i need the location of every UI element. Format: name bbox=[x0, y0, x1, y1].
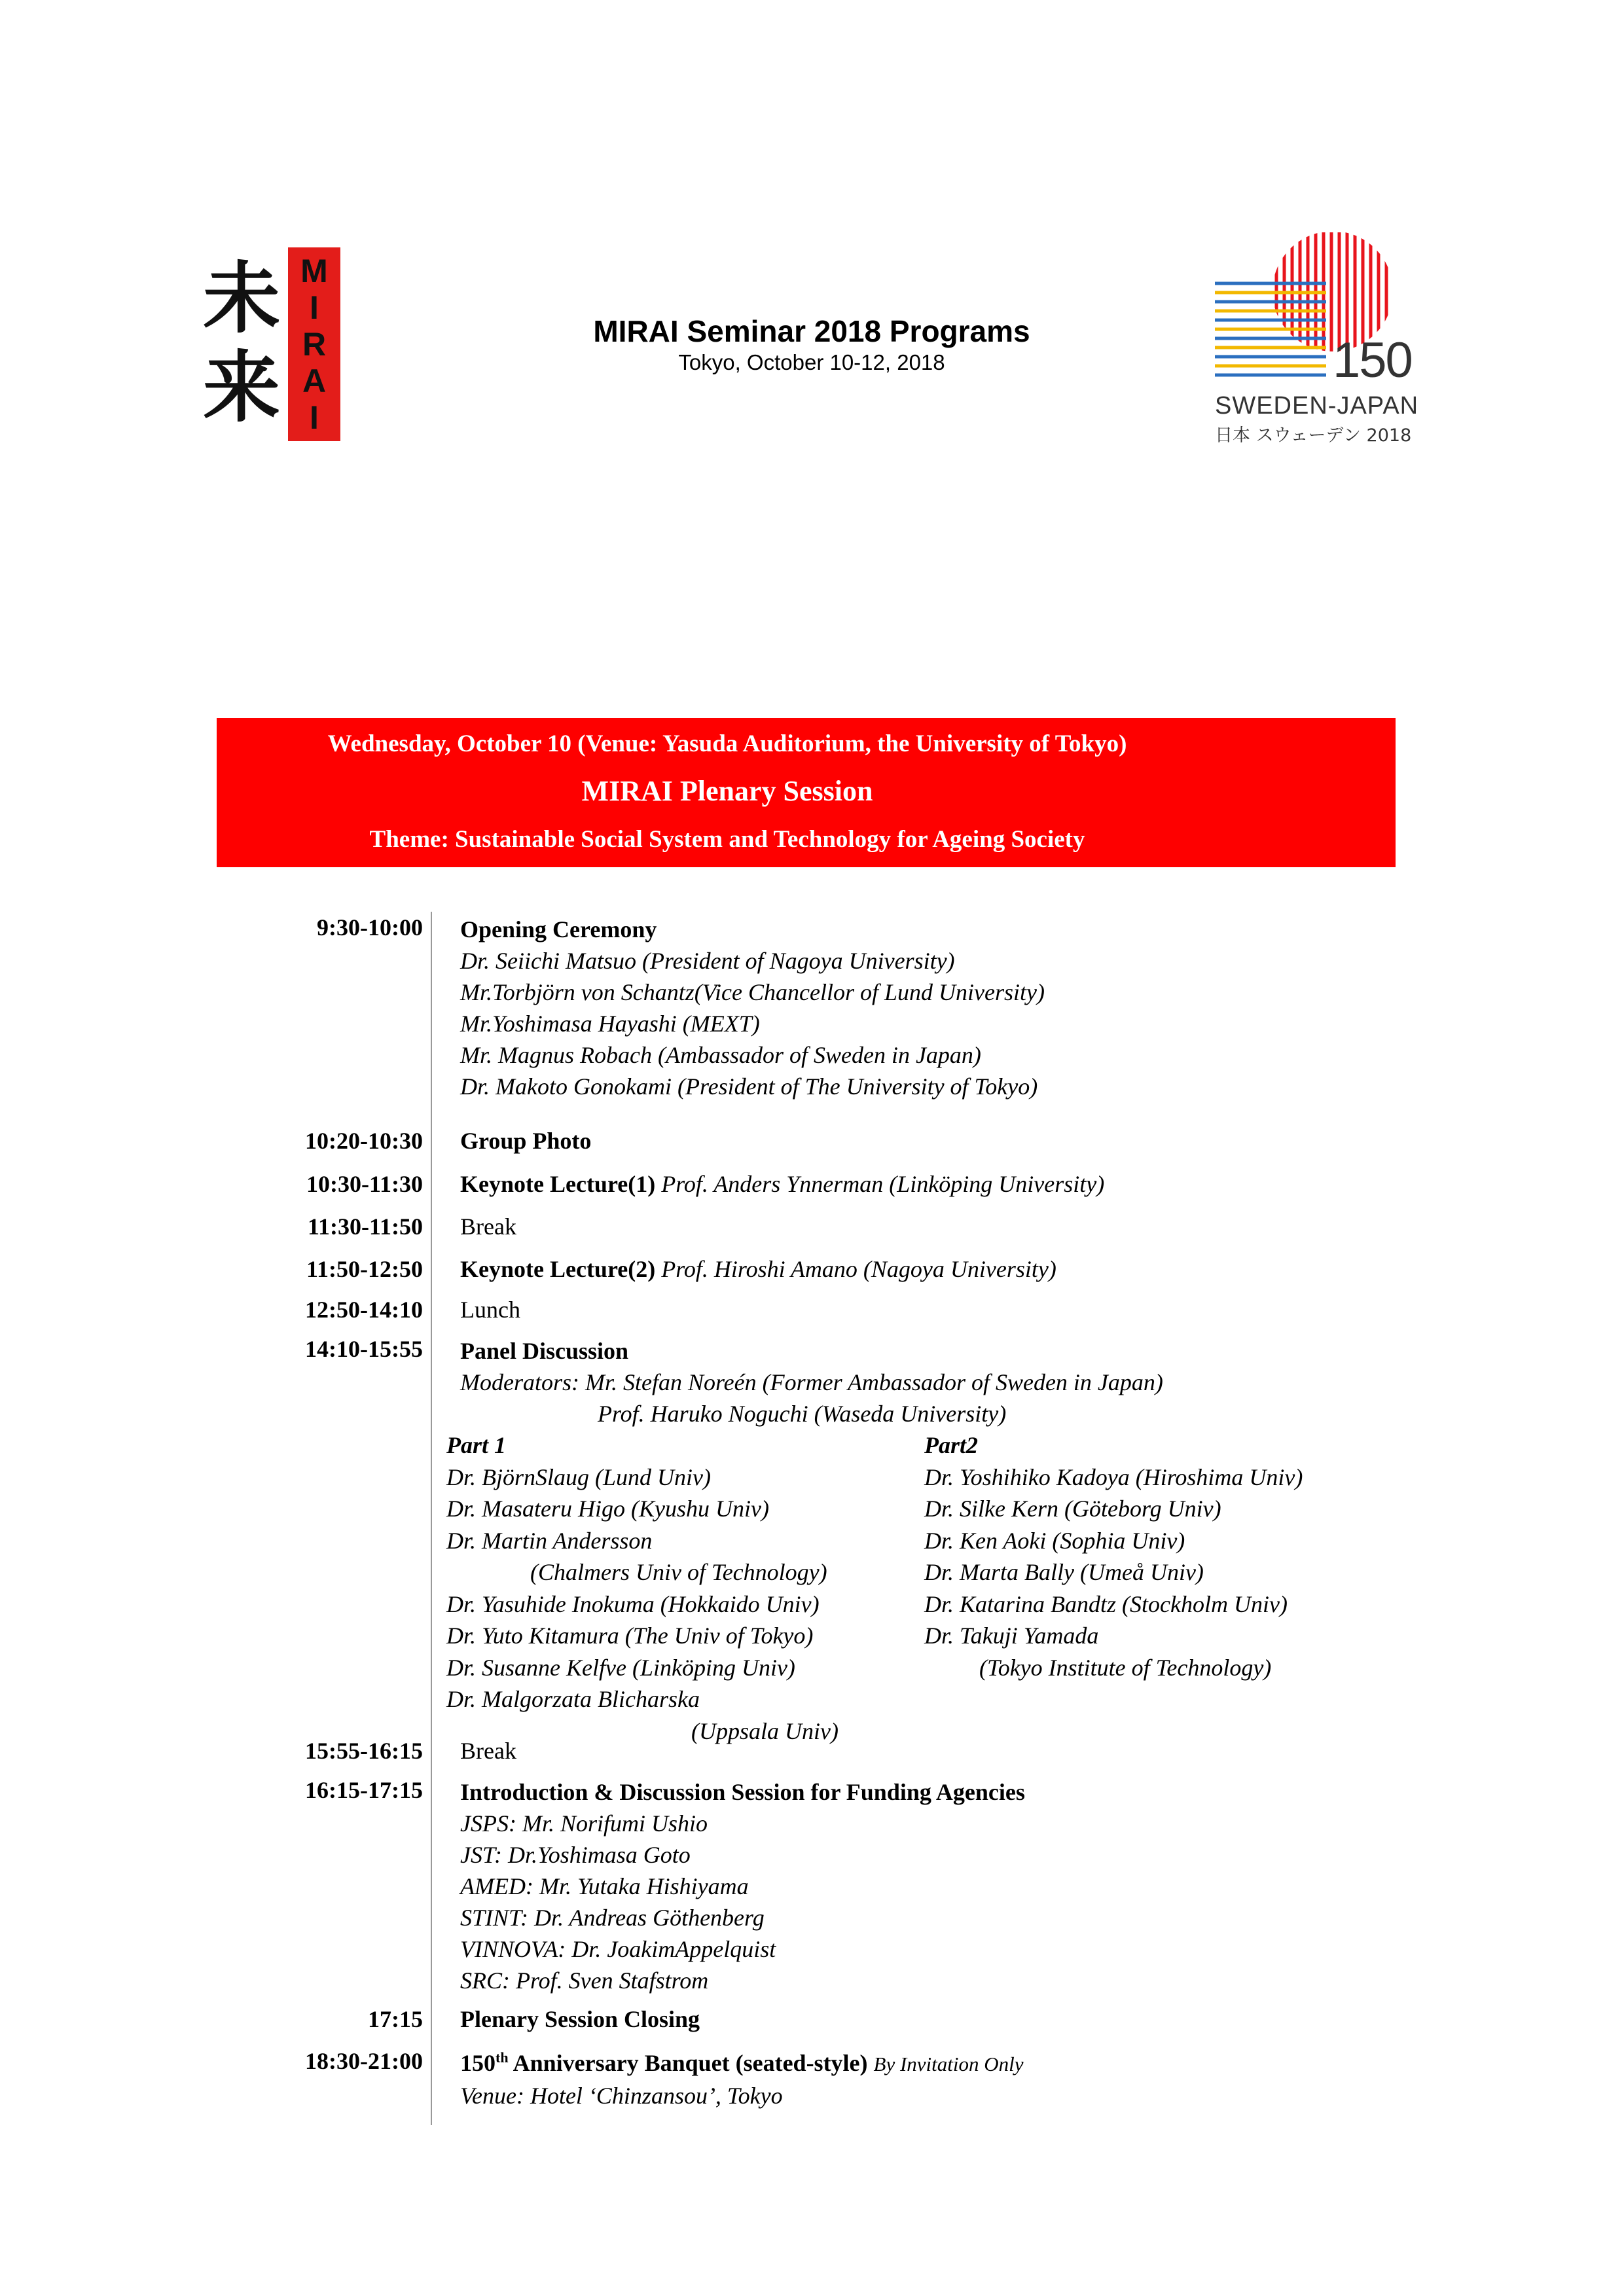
banquet-number: 150 bbox=[460, 2050, 496, 2076]
speaker-line: Dr. Makoto Gonokami (President of The University of Tokyo) bbox=[460, 1073, 1038, 1100]
event-block bbox=[460, 2047, 1024, 2111]
panelist-affiliation: (Uppsala Univ) bbox=[691, 1717, 839, 1744]
agency-line: AMED: Mr. Yutaka Hishiyama bbox=[460, 1873, 749, 1899]
banner-session-title: MIRAI Plenary Session bbox=[581, 775, 873, 807]
time-label: 10:20-10:30 bbox=[305, 1128, 423, 1154]
panelist: Dr. Yoshihiko Kadoya (Hiroshima Univ) bbox=[924, 1463, 1303, 1490]
panelist-affiliation: (Chalmers Univ of Technology) bbox=[530, 1559, 827, 1585]
mirai-letter: I bbox=[310, 289, 319, 326]
event-title: Group Photo bbox=[460, 1128, 592, 1154]
time-label: 17:15 bbox=[368, 2006, 423, 2032]
event-line bbox=[460, 1255, 1056, 1283]
moderators-line: Moderators: Mr. Stefan Noreén (Former Ambassador of Sweden in Japan) bbox=[460, 1369, 1163, 1395]
event-block bbox=[460, 1776, 1025, 1996]
time-label: 9:30-10:00 bbox=[317, 914, 423, 941]
agency-line: VINNOVA: Dr. JoakimAppelquist bbox=[460, 1936, 776, 1962]
mirai-logo bbox=[203, 247, 340, 441]
panel-part1 bbox=[446, 1429, 839, 1747]
panel-part2 bbox=[924, 1429, 1303, 1683]
panelist: Dr. BjörnSlaug (Lund Univ) bbox=[446, 1463, 711, 1490]
event-title: Plenary Session Closing bbox=[460, 2006, 700, 2032]
event-block bbox=[460, 1335, 1163, 1429]
agency-line: STINT: Dr. Andreas Göthenberg bbox=[460, 1905, 765, 1931]
agency-line: SRC: Prof. Sven Stafstrom bbox=[460, 1967, 709, 1994]
sj-logo-name: SWEDEN-JAPAN bbox=[1215, 392, 1419, 420]
event-title: Keynote Lecture(2) bbox=[460, 1256, 656, 1282]
event-title: Break bbox=[460, 1738, 516, 1764]
time-label: 18:30-21:00 bbox=[305, 2048, 423, 2074]
session-banner bbox=[217, 718, 1396, 867]
event-title: Keynote Lecture(1) bbox=[460, 1171, 656, 1197]
panelist-affiliation: (Tokyo Institute of Technology) bbox=[979, 1654, 1272, 1681]
part-heading: Part2 bbox=[924, 1432, 979, 1458]
panelist: Dr. Susanne Kelfve (Linköping Univ) bbox=[446, 1654, 795, 1681]
speaker-line: Mr. Magnus Robach (Ambassador of Sweden in Japan) bbox=[460, 1042, 981, 1068]
banquet-venue: Venue: Hotel ‘Chinzansou’, Tokyo bbox=[460, 2083, 783, 2109]
time-label: 14:10-15:55 bbox=[305, 1336, 423, 1362]
panelist: Dr. Ken Aoki (Sophia Univ) bbox=[924, 1527, 1185, 1554]
panelist: Dr. Yasuhide Inokuma (Hokkaido Univ) bbox=[446, 1590, 820, 1617]
sj-150-number: 150 bbox=[1333, 332, 1412, 388]
time-label: 12:50-14:10 bbox=[305, 1297, 423, 1323]
time-label: 11:30-11:50 bbox=[308, 1213, 423, 1240]
panelist: Dr. Katarina Bandtz (Stockholm Univ) bbox=[924, 1590, 1288, 1617]
banner-theme: Theme: Sustainable Social System and Technology for Ageing Society bbox=[369, 826, 1085, 853]
kanji-mi: 未 bbox=[203, 253, 281, 344]
speaker: Prof. Hiroshi Amano (Nagoya University) bbox=[661, 1256, 1056, 1282]
event-line bbox=[460, 1170, 1104, 1198]
banquet-note: By Invitation Only bbox=[873, 2053, 1024, 2075]
mirai-red-bar bbox=[288, 247, 340, 441]
mirai-letter: A bbox=[302, 363, 327, 399]
sweden-japan-150-logo bbox=[1215, 232, 1424, 446]
title-block bbox=[484, 313, 1139, 376]
agency-line: JSPS: Mr. Norifumi Ushio bbox=[460, 1810, 708, 1837]
panelist: Dr. Silke Kern (Göteborg Univ) bbox=[924, 1496, 1221, 1522]
time-label: 16:15-17:15 bbox=[305, 1777, 423, 1803]
time-label: 11:50-12:50 bbox=[306, 1256, 423, 1282]
event-title: Panel Discussion bbox=[460, 1338, 629, 1364]
event-title: Break bbox=[460, 1213, 516, 1240]
agency-line: JST: Dr.Yoshimasa Goto bbox=[460, 1842, 691, 1868]
schedule-divider bbox=[431, 912, 432, 2125]
page-subtitle: Tokyo, October 10-12, 2018 bbox=[678, 350, 945, 374]
speaker-line: Mr.Torbjörn von Schantz(Vice Chancellor of Lund University) bbox=[460, 979, 1045, 1005]
moderators-line: Prof. Haruko Noguchi (Waseda University) bbox=[598, 1401, 1007, 1427]
banquet-title-line bbox=[460, 2047, 1024, 2080]
mirai-letter: R bbox=[302, 326, 327, 363]
page-title: MIRAI Seminar 2018 Programs bbox=[593, 314, 1030, 348]
time-label: 10:30-11:30 bbox=[306, 1171, 423, 1197]
banquet-title: Anniversary Banquet (seated-style) bbox=[508, 2050, 868, 2076]
panelist: Dr. Yuto Kitamura (The Univ of Tokyo) bbox=[446, 1623, 814, 1649]
panelist: Dr. Takuji Yamada bbox=[924, 1623, 1099, 1649]
panelist: Dr. Masateru Higo (Kyushu Univ) bbox=[446, 1496, 769, 1522]
time-label: 15:55-16:15 bbox=[305, 1738, 423, 1764]
speaker-line: Mr.Yoshimasa Hayashi (MEXT) bbox=[460, 1011, 760, 1037]
event-block bbox=[460, 914, 1045, 1102]
panelist: Dr. Martin Andersson bbox=[446, 1527, 653, 1554]
mirai-letter: I bbox=[310, 399, 319, 436]
speaker-line: Dr. Seiichi Matsuo (President of Nagoya University) bbox=[460, 948, 955, 974]
kanji-rai: 来 bbox=[203, 342, 281, 433]
banquet-superscript: th bbox=[496, 2049, 509, 2066]
banner-date-venue: Wednesday, October 10 (Venue: Yasuda Auditorium, the University of Tokyo) bbox=[327, 730, 1127, 757]
mirai-kanji bbox=[203, 254, 281, 432]
speaker: Prof. Anders Ynnerman (Linköping University) bbox=[661, 1171, 1105, 1197]
panelist: Dr. Marta Bally (Umeå Univ) bbox=[924, 1559, 1204, 1585]
event-title: Lunch bbox=[460, 1297, 520, 1323]
sj-logo-japanese: 日本 スウェーデン 2018 bbox=[1215, 425, 1412, 446]
mirai-letter: M bbox=[300, 253, 328, 289]
part-heading: Part 1 bbox=[446, 1432, 507, 1458]
panelist: Dr. Malgorzata Blicharska bbox=[446, 1686, 700, 1712]
event-title: Opening Ceremony bbox=[460, 916, 657, 942]
event-title: Introduction & Discussion Session for Funding Agencies bbox=[460, 1779, 1025, 1805]
